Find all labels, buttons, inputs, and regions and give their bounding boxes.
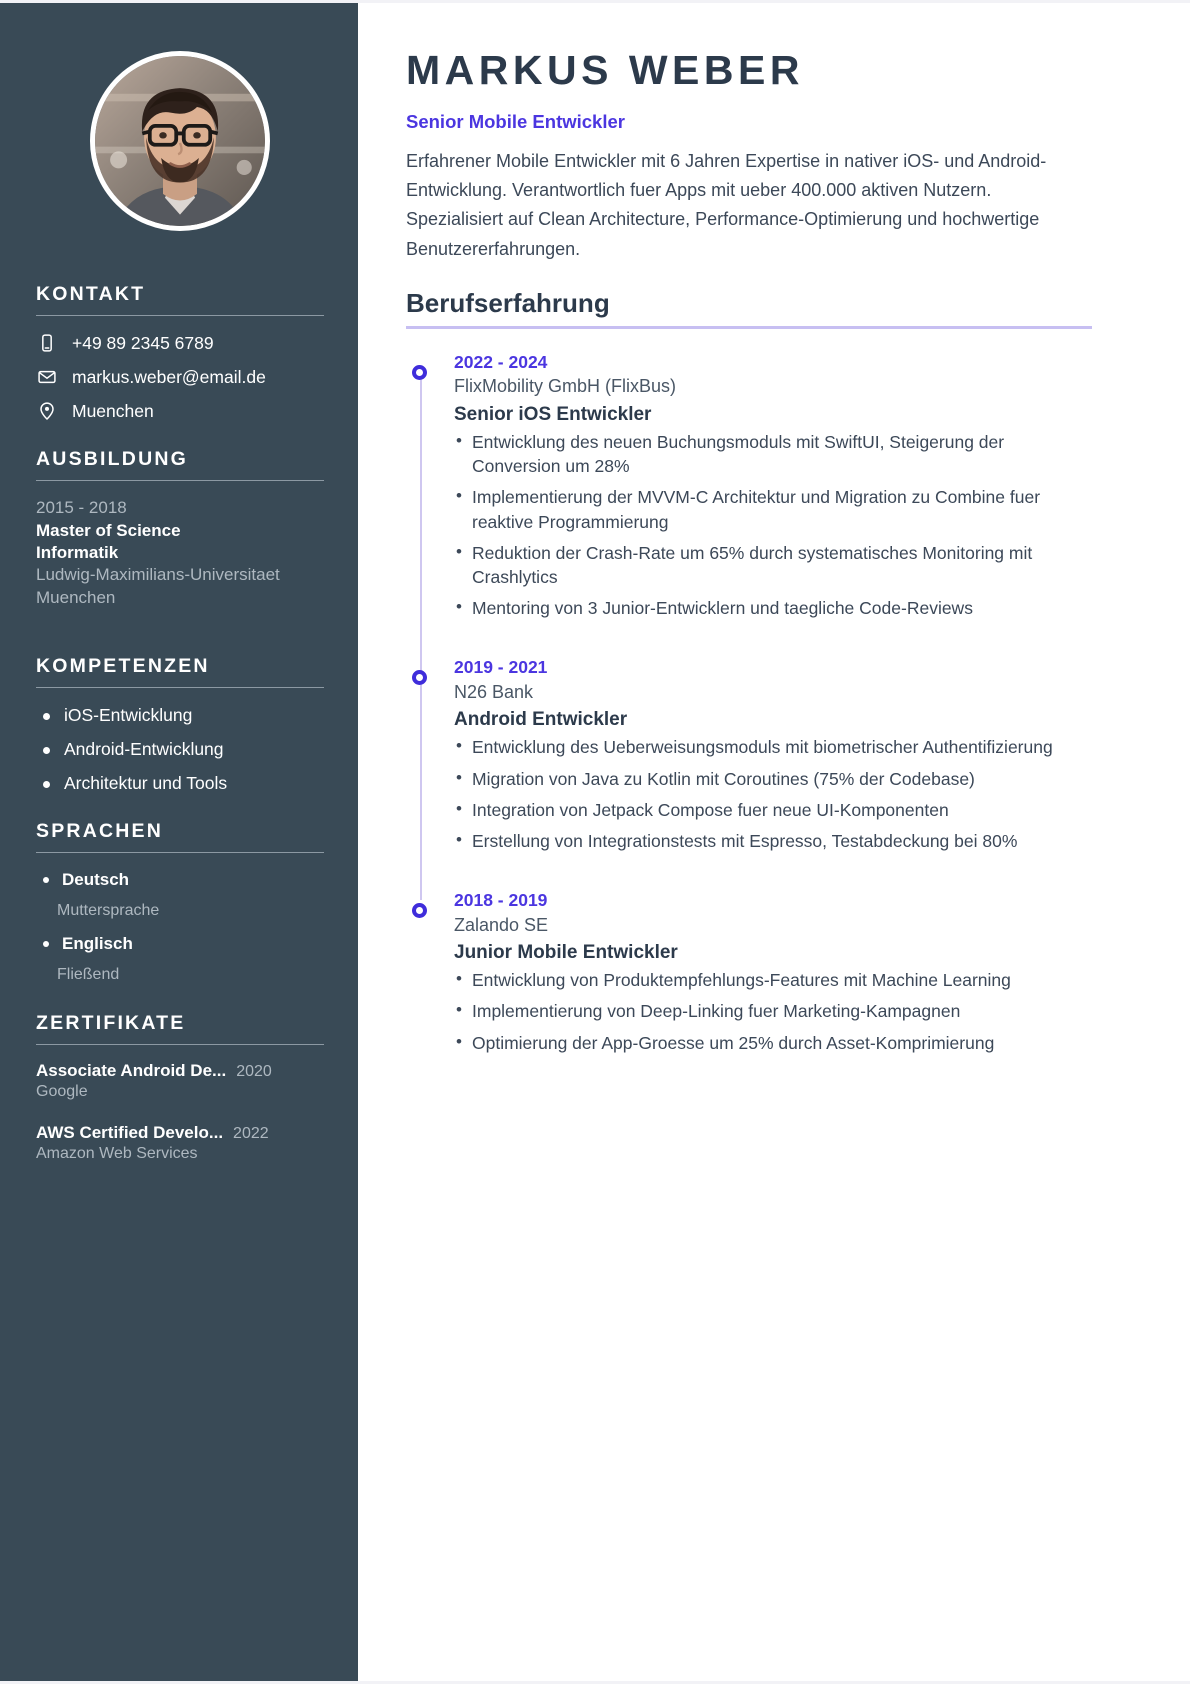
contact-location-value: Muenchen <box>72 400 154 421</box>
experience-company: FlixMobility GmbH (FlixBus) <box>454 376 677 397</box>
contact-phone[interactable] <box>36 332 324 354</box>
language-level: Muttersprache <box>57 902 160 920</box>
language-level: Fließend <box>57 965 120 983</box>
envelope-icon <box>36 366 58 388</box>
list-item: • Erstellung von Integrationstests mit Espresso, Testabdeckung bei 80% <box>454 829 1092 853</box>
skills-section <box>36 655 324 794</box>
education-degree: Master of Science <box>36 520 181 540</box>
languages-heading: SPRACHEN <box>36 820 164 843</box>
contact-email[interactable] <box>36 366 324 388</box>
language-entry <box>36 933 324 955</box>
language-entry <box>36 869 324 891</box>
language-name: Deutsch <box>62 870 130 890</box>
divider <box>36 687 324 688</box>
education-dates: 2015 - 2018 <box>36 498 127 517</box>
experience-dates: 2019 - 2021 <box>454 657 548 678</box>
section-divider <box>406 326 1092 329</box>
divider <box>36 315 324 316</box>
main-content <box>358 3 1190 1681</box>
experience-role: Junior Mobile Entwickler <box>454 941 678 963</box>
list-item: • Migration von Java zu Kotlin mit Coroutines (75% der Codebase) <box>454 767 1092 791</box>
languages-list <box>36 869 324 986</box>
skills-list <box>36 704 324 794</box>
education-section <box>36 448 324 609</box>
certificates-section <box>36 1012 324 1163</box>
education-item <box>36 497 324 609</box>
experience-timeline <box>406 351 1092 1055</box>
phone-icon <box>36 332 58 354</box>
certificate-header <box>36 1061 324 1081</box>
experience-bullets <box>454 968 1092 1054</box>
education-field: Informatik <box>36 543 119 563</box>
list-item: iOS-Entwicklung <box>36 704 324 727</box>
certificate-item <box>36 1123 324 1163</box>
list-item: • Entwicklung von Produktempfehlungs-Features mit Machine Learning <box>454 968 1092 992</box>
list-item: Android-Entwicklung <box>36 738 324 761</box>
avatar-wrapper <box>36 51 324 231</box>
skills-heading: KOMPETENZEN <box>36 655 210 677</box>
education-school: Ludwig-Maximilians-Universitaet Muenchen <box>36 565 280 607</box>
summary-text: Erfahrener Mobile Entwickler mit 6 Jahren Expertise in nativer iOS- und Android-Entwicklung. Verantwortlich fuer Apps mit ueber 400.000 aktiven Nutzern. Spezialisiert auf Clean Architecture, Performance-Optimierung und hochwertige Benutzererfahrungen. <box>406 151 1047 259</box>
experience-role: Senior iOS Entwickler <box>454 403 652 425</box>
languages-section <box>36 820 324 986</box>
page-title: MARKUS WEBER <box>406 47 804 93</box>
experience-item <box>454 889 1092 1055</box>
experience-dates: 2022 - 2024 <box>454 351 548 372</box>
avatar <box>90 51 270 231</box>
experience-role: Android Entwickler <box>454 708 628 730</box>
experience-item <box>454 351 1092 620</box>
certificate-issuer: Amazon Web Services <box>36 1145 198 1163</box>
certificate-name: AWS Certified Develo... <box>36 1123 224 1143</box>
contact-section <box>36 283 324 422</box>
divider <box>36 852 324 853</box>
user-portrait-photo <box>95 56 265 226</box>
experience-company: N26 Bank <box>454 681 534 702</box>
location-pin-icon <box>36 400 58 422</box>
experience-item <box>454 656 1092 853</box>
certificates-heading: ZERTIFIKATE <box>36 1012 186 1035</box>
certificate-issuer: Google <box>36 1083 88 1101</box>
certificate-header <box>36 1123 324 1143</box>
education-heading: AUSBILDUNG <box>36 448 188 470</box>
list-item: • Optimierung der App-Groesse um 25% durch Asset-Komprimierung <box>454 1031 1092 1055</box>
sidebar <box>0 3 358 1681</box>
contact-phone-value: +49 89 2345 6789 <box>72 332 214 353</box>
language-name: Englisch <box>62 933 133 953</box>
certificate-year: 2020 <box>236 1063 272 1081</box>
timeline-dot-icon <box>412 365 427 380</box>
list-item: • Implementierung der MVVM-C Architektur und Migration zu Combine fuer reaktive Programmierung <box>454 485 1092 533</box>
experience-bullets <box>454 430 1092 620</box>
contact-location[interactable] <box>36 400 324 422</box>
list-item: • Integration von Jetpack Compose fuer neue UI-Komponenten <box>454 798 1092 822</box>
contact-heading: KONTAKT <box>36 283 146 305</box>
list-item: • Reduktion der Crash-Rate um 65% durch systematisches Monitoring mit Crashlytics <box>454 541 1092 589</box>
certificate-name: Associate Android De... <box>36 1061 227 1081</box>
contact-email-value: markus.weber@email.de <box>72 366 266 387</box>
job-title: Senior Mobile Entwickler <box>406 111 625 133</box>
experience-dates: 2018 - 2019 <box>454 889 548 910</box>
experience-heading: Berufserfahrung <box>406 287 610 318</box>
experience-bullets <box>454 735 1092 853</box>
list-item <box>36 869 324 922</box>
list-item: • Implementierung von Deep-Linking fuer Marketing-Kampagnen <box>454 999 1092 1023</box>
certificate-item <box>36 1061 324 1101</box>
timeline-dot-icon <box>412 903 427 918</box>
list-item: • Mentoring von 3 Junior-Entwicklern und taegliche Code-Reviews <box>454 596 1092 620</box>
experience-company: Zalando SE <box>454 914 549 935</box>
certificate-year: 2022 <box>233 1125 269 1143</box>
divider <box>36 480 324 481</box>
list-item <box>36 933 324 986</box>
list-item: • Entwicklung des neuen Buchungsmoduls mit SwiftUI, Steigerung der Conversion um 28% <box>454 430 1092 478</box>
timeline-dot-icon <box>412 670 427 685</box>
list-item: • Entwicklung des Ueberweisungsmoduls mit biometrischer Authentifizierung <box>454 735 1092 759</box>
divider <box>36 1044 324 1045</box>
list-item: Architektur und Tools <box>36 772 324 795</box>
